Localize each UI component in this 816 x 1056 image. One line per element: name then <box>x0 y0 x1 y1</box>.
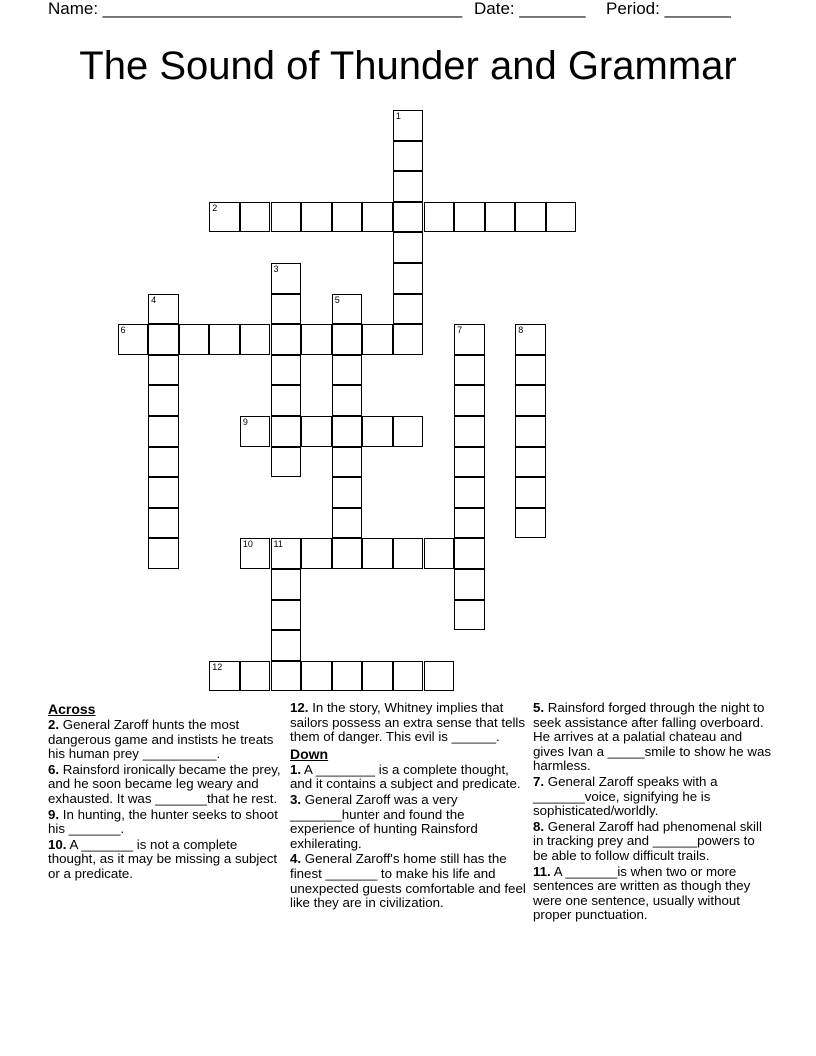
page-title: The Sound of Thunder and Grammar <box>79 44 737 88</box>
clue-number: 6 <box>120 325 126 336</box>
crossword-cell[interactable] <box>271 661 302 692</box>
crossword-cell[interactable] <box>515 324 546 355</box>
crossword-cell[interactable] <box>301 416 332 447</box>
clue-down-8: 8. General Zaroff had phenomenal skill in tracking prey and ______powers to be able to follow difficult trails. <box>533 818 762 863</box>
crossword-cell[interactable] <box>240 416 271 447</box>
crossword-cell[interactable] <box>424 538 455 569</box>
clue-number: 9 <box>242 417 248 427</box>
crossword-cell[interactable] <box>362 202 393 233</box>
crossword-cell[interactable] <box>271 416 302 447</box>
crossword-cell[interactable] <box>515 202 546 233</box>
crossword-cell[interactable] <box>393 232 424 263</box>
crossword-cell[interactable] <box>393 324 424 355</box>
crossword-cell[interactable] <box>148 355 179 386</box>
crossword-cell[interactable] <box>362 324 393 355</box>
crossword-cell[interactable] <box>209 661 240 692</box>
crossword-cell[interactable] <box>515 508 546 539</box>
crossword-cell[interactable] <box>179 324 210 355</box>
crossword-cell[interactable] <box>148 538 179 569</box>
crossword-cell[interactable] <box>515 385 546 416</box>
crossword-cell[interactable] <box>271 385 302 416</box>
crossword-cell[interactable] <box>332 447 363 478</box>
crossword-cell[interactable] <box>148 508 179 539</box>
clue-down-1: 1. A ________ is a complete thought, and it contains a subject and predicate. <box>290 761 521 792</box>
clue-across-2: 2. General Zaroff hunts the most dangerous game and instists he treats his human prey __________. <box>48 717 274 762</box>
crossword-cell[interactable] <box>393 202 424 233</box>
clue-number: 2 <box>212 202 218 213</box>
crossword-cell[interactable] <box>454 508 485 539</box>
clue-number: 1 <box>395 111 401 121</box>
crossword-cell[interactable] <box>515 447 546 478</box>
crossword-cell[interactable] <box>393 110 424 141</box>
crossword-cell[interactable] <box>271 324 302 355</box>
crossword-cell[interactable] <box>515 477 546 508</box>
crossword-cell[interactable] <box>209 324 240 355</box>
clue-number: 4 <box>151 294 157 305</box>
across-heading: Across <box>48 701 96 717</box>
crossword-cell[interactable] <box>454 324 485 355</box>
crossword-cell[interactable] <box>301 538 332 569</box>
clue-number: 10 <box>242 539 253 550</box>
clue-across-10: 10. A _______ is not a complete thought, as it may be missing a subject or a predicate. <box>48 836 278 881</box>
crossword-cell[interactable] <box>454 600 485 631</box>
crossword-cell[interactable] <box>332 202 363 233</box>
crossword-cell[interactable] <box>148 324 179 355</box>
crossword-cell[interactable] <box>332 416 363 447</box>
crossword-cell[interactable] <box>148 385 179 416</box>
crossword-cell[interactable] <box>271 630 302 661</box>
crossword-cell[interactable] <box>271 355 302 386</box>
crossword-cell[interactable] <box>332 477 363 508</box>
crossword-cell[interactable] <box>271 294 302 325</box>
clue-column-2 <box>290 701 526 912</box>
crossword-cell[interactable] <box>393 171 424 202</box>
crossword-cell[interactable] <box>454 202 485 233</box>
crossword-cell[interactable] <box>240 538 271 569</box>
crossword-cell[interactable] <box>393 141 424 172</box>
clue-number: 3 <box>273 264 279 274</box>
clue-down-7: 7. General Zaroff speaks with a _______voice, signifying he is sophisticated/worldly. <box>533 773 718 819</box>
period-field[interactable]: Period: _______ <box>606 0 731 18</box>
crossword-cell[interactable] <box>454 447 485 478</box>
crossword-cell[interactable] <box>240 324 271 355</box>
crossword-cell[interactable] <box>393 263 424 294</box>
crossword-cell[interactable] <box>271 263 302 294</box>
crossword-cell[interactable] <box>271 538 302 569</box>
crossword-cell[interactable] <box>362 661 393 692</box>
crossword-cell[interactable] <box>362 416 393 447</box>
clue-down-11: 11. A _______is when two or more sentences are written as though they were one sentence, usually without proper punctuation. <box>533 863 751 923</box>
crossword-cell[interactable] <box>515 416 546 447</box>
crossword-cell[interactable] <box>393 538 424 569</box>
crossword-cell[interactable] <box>515 355 546 386</box>
crossword-cell[interactable] <box>271 447 302 478</box>
crossword-cell[interactable] <box>546 202 577 233</box>
crossword-cell[interactable] <box>301 202 332 233</box>
crossword-cell[interactable] <box>332 355 363 386</box>
crossword-cell[interactable] <box>301 324 332 355</box>
clue-down-5: 5. Rainsford forged through the night to seek assistance after falling overboard. He arrives at a palatial chateau and gives Ivan a _____smile to show he was harmless. <box>533 700 772 774</box>
crossword-cell[interactable] <box>393 294 424 325</box>
crossword-cell[interactable] <box>332 294 363 325</box>
date-field[interactable]: Date: _______ <box>474 0 586 18</box>
crossword-cell[interactable] <box>240 202 271 233</box>
crossword-cell[interactable] <box>454 569 485 600</box>
crossword-cell[interactable] <box>424 661 455 692</box>
crossword-cell[interactable] <box>271 569 302 600</box>
crossword-cell[interactable] <box>271 600 302 631</box>
clue-number: 5 <box>334 294 340 305</box>
down-heading: Down <box>290 745 329 762</box>
clue-across-6: 6. Rainsford ironically became the prey, and he soon became leg weary and exhausted. It was _______that he rest. <box>48 761 281 806</box>
crossword-cell[interactable] <box>332 324 363 355</box>
crossword-cell[interactable] <box>454 416 485 447</box>
crossword-cell[interactable] <box>148 447 179 478</box>
clue-number: 11 <box>273 539 283 550</box>
crossword-cell[interactable] <box>118 324 149 355</box>
crossword-cell[interactable] <box>424 202 455 233</box>
crossword-cell[interactable] <box>454 538 485 569</box>
crossword-cell[interactable] <box>148 416 179 447</box>
clue-column-1 <box>48 701 284 883</box>
crossword-cell[interactable] <box>332 508 363 539</box>
crossword-cell[interactable] <box>332 385 363 416</box>
crossword-cell[interactable] <box>393 661 424 692</box>
name-field[interactable]: Name: ______________________________________ <box>48 0 463 18</box>
crossword-cell[interactable] <box>454 385 485 416</box>
crossword-cell[interactable] <box>362 538 393 569</box>
clue-down-4: 4. General Zaroff's home still has the finest _______ to make his life and unexpected guests comfortable and feel like they are in civilization. <box>290 851 526 911</box>
clue-number: 8 <box>518 325 524 336</box>
crossword-cell[interactable] <box>332 538 363 569</box>
clue-across-12: 12. In the story, Whitney implies that sailors possess an extra sense that tells them of danger. This evil is ______. <box>290 700 526 745</box>
clue-number: 7 <box>457 325 463 336</box>
clue-across-9: 9. In hunting, the hunter seeks to shoot his _______. <box>48 806 278 837</box>
crossword-cell[interactable] <box>454 355 485 386</box>
clue-column-3 <box>533 701 773 924</box>
crossword-cell[interactable] <box>332 661 363 692</box>
crossword-cell[interactable] <box>485 202 516 233</box>
crossword-cell[interactable] <box>393 416 424 447</box>
clue-number: 12 <box>212 661 223 672</box>
crossword-cell[interactable] <box>148 477 179 508</box>
crossword-cell[interactable] <box>148 294 179 325</box>
clue-down-3: 3. General Zaroff was a very _______hunter and found the experience of hunting Rainsford exhilerating. <box>290 791 478 851</box>
crossword-cell[interactable] <box>301 661 332 692</box>
crossword-cell[interactable] <box>454 477 485 508</box>
crossword-cell[interactable] <box>209 202 240 233</box>
crossword-cell[interactable] <box>240 661 271 692</box>
crossword-cell[interactable] <box>271 202 302 233</box>
